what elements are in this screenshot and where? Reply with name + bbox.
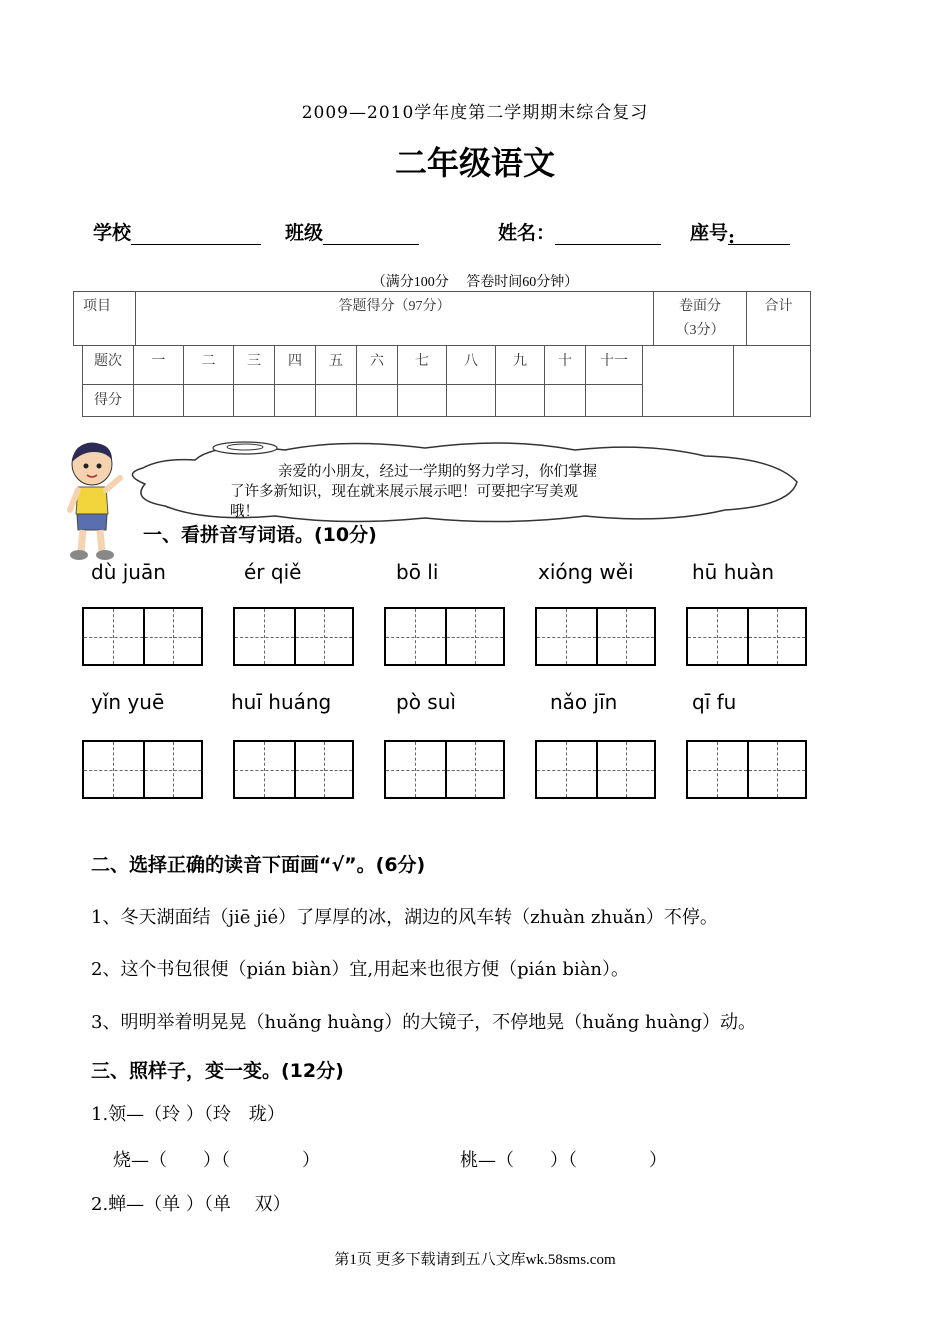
neat-points: （3分） — [675, 323, 725, 338]
score-blank[interactable] — [275, 385, 316, 417]
writing-box[interactable] — [82, 607, 203, 666]
writing-box[interactable] — [686, 607, 807, 666]
answer-score-cell: 答题得分（97分） — [136, 292, 654, 346]
q-cell: 五 — [316, 346, 357, 385]
page-footer: 第1页 更多下载请到五八文库wk.58sms.com — [334, 1252, 616, 1268]
name-blank[interactable] — [555, 226, 661, 245]
qnum-label: 题次 — [83, 346, 134, 385]
q-cell: 六 — [357, 346, 398, 385]
q-cell: 十一 — [586, 346, 643, 385]
pinyin-label: pò suì — [396, 690, 456, 714]
example-line: 2.蝉—（单 ）（单 双） — [91, 1194, 291, 1215]
pinyin-label: yǐn yuē — [91, 690, 165, 714]
writing-box[interactable] — [233, 740, 354, 799]
q-cell: 三 — [234, 346, 275, 385]
exercise-line: 桃—（ ）（ ） — [460, 1150, 667, 1171]
section-1-title: 一、看拼音写词语。(10分) — [143, 524, 377, 546]
score-blank[interactable] — [398, 385, 447, 417]
class-field — [285, 218, 419, 245]
score-blank[interactable] — [545, 385, 586, 417]
question-line: 1、冬天湖面结（jiē jié）了厚厚的冰，湖边的风车转（zhuàn zhuǎn）不停。 — [91, 907, 718, 928]
neat-score-cell — [654, 292, 747, 346]
total-cell: 合计 — [747, 292, 811, 346]
pinyin-label: dù juān — [91, 560, 166, 584]
pinyin-label: huī huáng — [231, 690, 332, 714]
writing-box[interactable] — [82, 740, 203, 799]
boy-illustration — [62, 440, 132, 565]
exam-subtitle: 2009—2010学年度第二学期期末综合复习 — [301, 103, 649, 123]
q-cell: 四 — [275, 346, 316, 385]
bubble-line: 了许多新知识，现在就来展示展示吧！可要把字写美观 — [230, 484, 578, 500]
pinyin-label: qī fu — [692, 690, 737, 714]
bubble-line: 哦！ — [230, 504, 259, 520]
q-cell: 九 — [496, 346, 545, 385]
total-score-blank[interactable] — [734, 346, 811, 417]
exercise-line: 烧—（ ）（ ） — [113, 1150, 320, 1171]
score-blank[interactable] — [234, 385, 275, 417]
example-line: 1.领—（玲 ）（玲 珑） — [91, 1104, 285, 1125]
neat-score-blank[interactable] — [643, 346, 734, 417]
score-table-body — [82, 345, 811, 417]
question-line: 2、这个书包很便（pián biàn）宜,用起来也很方便（pián biàn）。 — [91, 959, 630, 980]
score-blank[interactable] — [184, 385, 234, 417]
pinyin-label: bō li — [396, 560, 439, 584]
writing-box[interactable] — [384, 607, 505, 666]
section-3-title: 三、照样子，变一变。(12分) — [91, 1060, 344, 1082]
q-cell: 七 — [398, 346, 447, 385]
school-blank[interactable] — [131, 226, 261, 245]
score-blank[interactable] — [586, 385, 643, 417]
q-cell: 一 — [134, 346, 184, 385]
q-cell: 十 — [545, 346, 586, 385]
section-2-title: 二、选择正确的读音下面画“√”。(6分) — [91, 854, 426, 876]
q-cell: 八 — [447, 346, 496, 385]
class-label: 班级 — [285, 222, 324, 244]
writing-box[interactable] — [233, 607, 354, 666]
question-line: 3、明明举着明晃晃（huǎng huàng）的大镜子，不停地晃（huǎng huàng）动。 — [91, 1012, 757, 1033]
name-label: 姓名： — [498, 222, 556, 244]
bubble-text — [230, 462, 670, 522]
exam-note: （满分100分 答卷时间60分钟） — [371, 275, 579, 290]
seat-colon: : — [728, 226, 736, 248]
bubble-line: 亲爱的小朋友，经过一学期的努力学习，你们掌握 — [278, 464, 597, 480]
school-field — [93, 218, 261, 245]
exam-title: 二年级语文 — [394, 144, 555, 182]
neat-label: 卷面分 — [679, 299, 721, 314]
writing-box[interactable] — [535, 607, 656, 666]
school-label: 学校 — [93, 222, 132, 244]
score-blank[interactable] — [134, 385, 184, 417]
score-blank[interactable] — [447, 385, 496, 417]
score-blank[interactable] — [496, 385, 545, 417]
score-table-header — [73, 291, 811, 346]
seat-field — [690, 218, 790, 248]
score-blank[interactable] — [316, 385, 357, 417]
seat-blank[interactable] — [728, 226, 790, 248]
pinyin-label: xióng wěi — [538, 560, 634, 584]
score-blank[interactable] — [357, 385, 398, 417]
class-blank[interactable] — [323, 226, 419, 245]
pinyin-label: hū huàn — [692, 560, 774, 584]
writing-box[interactable] — [686, 740, 807, 799]
item-cell: 项目 — [74, 292, 136, 346]
pinyin-label: nǎo jīn — [550, 690, 618, 714]
pinyin-label: ér qiě — [244, 560, 302, 584]
score-label: 得分 — [83, 385, 134, 417]
writing-box[interactable] — [535, 740, 656, 799]
q-cell: 二 — [184, 346, 234, 385]
writing-box[interactable] — [384, 740, 505, 799]
seat-label: 座号 — [690, 222, 729, 244]
name-field — [498, 218, 661, 245]
